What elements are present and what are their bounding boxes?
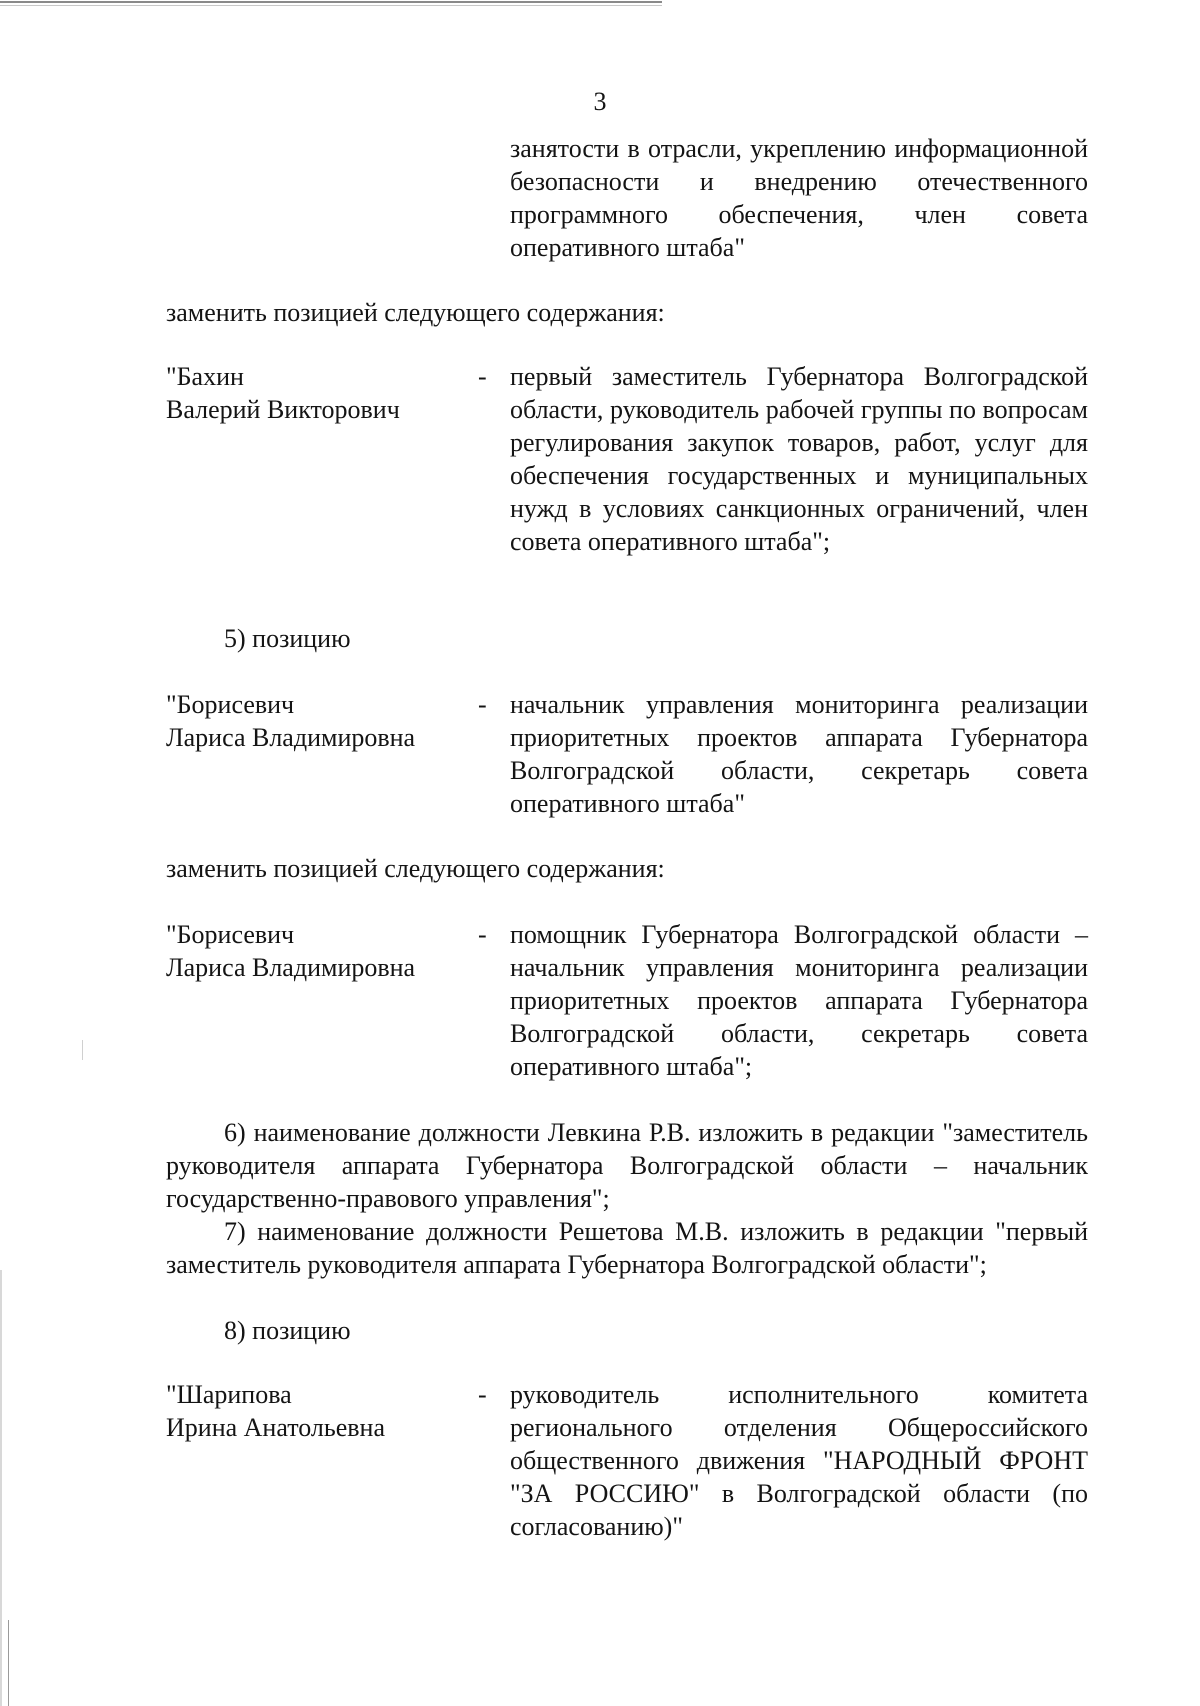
replace-label: заменить позицией следующего содержания: [166, 298, 665, 327]
scan-edge-line [0, 5, 662, 6]
entry-surname: "Шарипова [166, 1380, 292, 1409]
entry-given-names: Ирина Анатольевна [166, 1413, 385, 1442]
item-8: 8) позицию [224, 1316, 351, 1345]
entry-position: руководитель исполнительного комитета регионального отделения Общероссийского общественного движения "НАРОДНЫЙ ФРОНТ "ЗА РОССИЮ" в Волгоградской области (по согласованию)" [510, 1380, 1088, 1541]
page-number: 3 [593, 87, 607, 116]
scan-artifact [82, 1040, 83, 1060]
entry-name [166, 360, 486, 426]
replace-label: заменить позицией следующего содержания: [166, 854, 665, 883]
entry-name [166, 1378, 486, 1444]
entry-dash: - [478, 920, 487, 949]
entry-given-names: Лариса Владимировна [166, 953, 416, 982]
scan-edge-line [0, 1270, 2, 1706]
entry-surname: "Борисевич [166, 690, 295, 719]
item-5: 5) позицию [224, 624, 351, 653]
entry-position: начальник управления мониторинга реализации приоритетных проектов аппарата Губернатора Волгоградской области, секретарь совета оперативного штаба" [510, 690, 1088, 818]
intro-continuation: занятости в отрасли, укреплению информационной безопасности и внедрению отечественного программного обеспечения, член совета оперативного штаба" [510, 134, 1088, 262]
entry-position: первый заместитель Губернатора Волгоградской области, руководитель рабочей группы по вопросам регулирования закупок товаров, работ, услуг для обеспечения государственных и муниципальных нужд в условиях санкционных ограничений, член совета оперативного штаба"; [510, 362, 1088, 556]
entry-position: помощник Губернатора Волгоградской области – начальник управления мониторинга реализации приоритетных проектов аппарата Губернатора Волгоградской области, секретарь совета оперативного штаба"; [510, 920, 1088, 1081]
item-7: 7) наименование должности Решетова М.В. изложить в редакции "первый заместитель руководителя аппарата Губернатора Волгоградской области"; [166, 1217, 1088, 1279]
entry-dash: - [478, 1380, 487, 1409]
entry-surname: "Борисевич [166, 920, 295, 949]
entry-dash: - [478, 362, 487, 391]
entry-name [166, 918, 486, 984]
scan-edge-line [8, 1620, 9, 1706]
entry-name [166, 688, 486, 754]
scan-edge-line [0, 1, 662, 3]
entry-surname: "Бахин [166, 362, 244, 391]
entry-given-names: Валерий Викторович [166, 395, 400, 424]
entry-dash: - [478, 690, 487, 719]
item-6: 6) наименование должности Левкина Р.В. изложить в редакции "заместитель руководителя аппарата Губернатора Волгоградской области – начальник государственно-правового управления"; [166, 1118, 1088, 1213]
entry-given-names: Лариса Владимировна [166, 723, 416, 752]
